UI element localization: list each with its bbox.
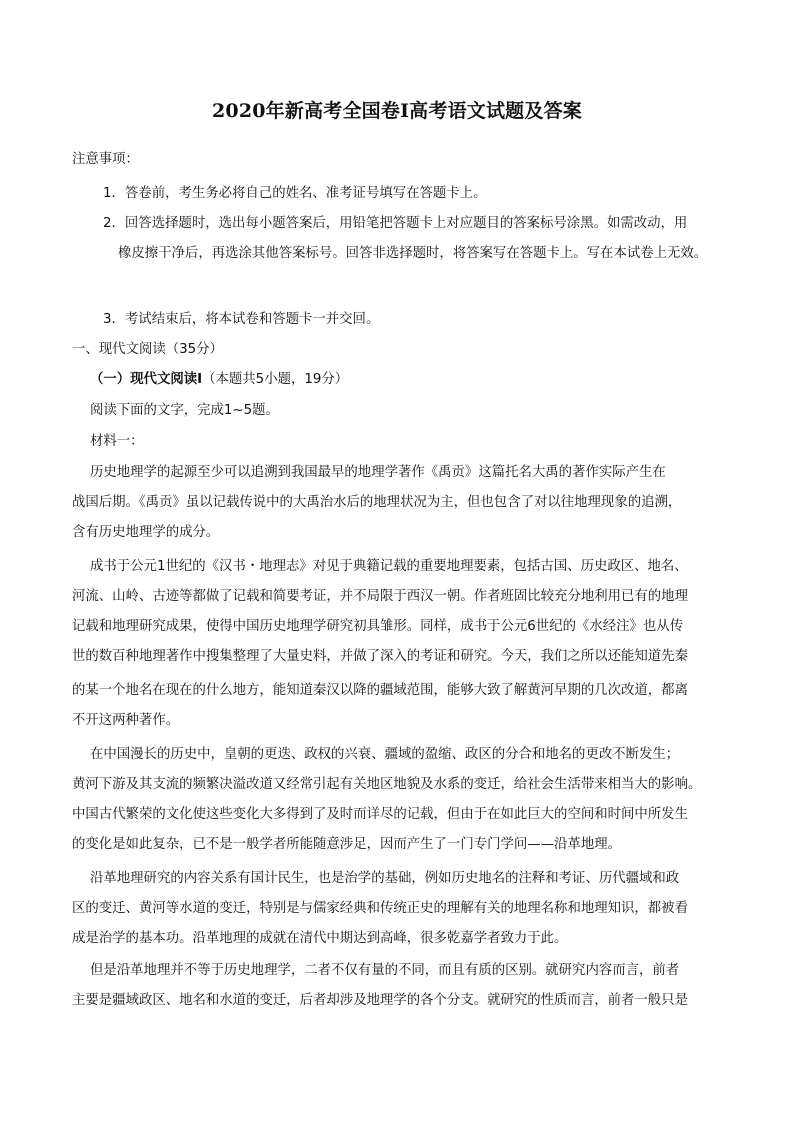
passage-line: 历史地理学的起源至少可以追溯到我国最早的地理学著作《禹贡》这篇托名大禹的著作实际产生在 [90,465,666,480]
notice-item-2-continued: 橡皮擦干净后，再选涂其他答案标号。回答非选择题时，将答案写在答题卡上。写在本试卷上无效。 [118,246,708,261]
subsection-heading [90,371,348,389]
passage-line: 战国后期。《禹贡》虽以记载传说中的大禹治水后的地理状况为主，但也包含了对以往地理现象的追溯， [72,495,682,510]
notice-item-2: 2．回答选择题时，选出每小题答案后，用铅笔把答题卡上对应题目的答案标号涂黑。如需改动，用 [103,216,688,231]
passage-line: 沿革地理研究的内容关系有国计民生，也是治学的基础，例如历史地名的注释和考证、历代疆域和政 [90,871,680,886]
subsection-note: （本题共5小题，19分） [202,372,349,387]
notice-item-1: 1．答卷前，考生务必将自己的姓名、准考证号填写在答题卡上。 [103,186,487,201]
passage-line: 区的变迁、黄河等水道的变迁，特别是与儒家经典和传统正史的理解有关的地理名称和地理知识，都被看 [72,901,688,916]
passage-line: 成书于公元1世纪的《汉书・地理志》对见于典籍记载的重要地理要素，包括古国、历史政区、地名、 [90,559,688,574]
passage-line: 但是沿革地理并不等于历史地理学，二者不仅有量的不同，而且有质的区别。就研究内容而言，前者 [90,963,680,978]
passage-line: 的某一个地名在现在的什么地方，能知道秦汉以降的疆域范围，能够大致了解黄河早期的几次改道，都离 [72,683,688,698]
passage-line: 黄河下游及其支流的频繁决溢改道又经常引起有关地区地貌及水系的变迁，给社会生活带来相当大的影响。 [72,777,702,792]
section-heading: 一、现代文阅读（35分） [72,342,223,357]
passage-line: 世的数百种地理著作中搜集整理了大量史料，并做了深入的考证和研究。今天，我们之所以还能知道先秦 [72,649,688,664]
subsection-title: （一）现代文阅读Ⅰ [90,372,203,387]
notice-item-3: 3．考试结束后，将本试卷和答题卡一并交回。 [103,312,380,327]
passage-line: 成是治学的基本功。沿革地理的成就在清代中期达到高峰，很多乾嘉学者致力于此。 [72,931,568,946]
passage-line: 记载和地理研究成果，使得中国历史地理学研究初具雏形。同样，成书于公元6世纪的《水经注》也从传 [72,619,684,634]
instruction-text: 阅读下面的文字，完成1~5题。 [90,403,279,418]
passage-line: 不开这两种著作。 [72,713,180,728]
material-label: 材料一： [90,434,144,449]
passage-line: 的变化是如此复杂，已不是一般学者所能随意涉足，因而产生了一门专门学问——沿革地理。 [72,837,622,852]
passage-line: 河流、山岭、古迹等都做了记载和简要考证，并不局限于西汉一朝。作者班固比较充分地利用已有的地理 [72,589,688,604]
passage-line: 在中国漫长的历史中，皇朝的更迭、政权的兴衰、疆域的盈缩、政区的分合和地名的更改不断发生； [90,747,680,762]
passage-line: 主要是疆域政区、地名和水道的变迁，后者却涉及地理学的各个分支。就研究的性质而言，前者一般只是 [72,993,688,1008]
passage-line: 中国古代繁荣的文化使这些变化大多得到了及时而详尽的记载，但由于在如此巨大的空间和时间中所发生 [72,807,688,822]
notice-header: 注意事项： [72,152,139,167]
passage-line: 含有历史地理学的成分。 [72,525,220,540]
page-title: 2020年新高考全国卷Ⅰ高考语文试题及答案 [212,100,582,122]
